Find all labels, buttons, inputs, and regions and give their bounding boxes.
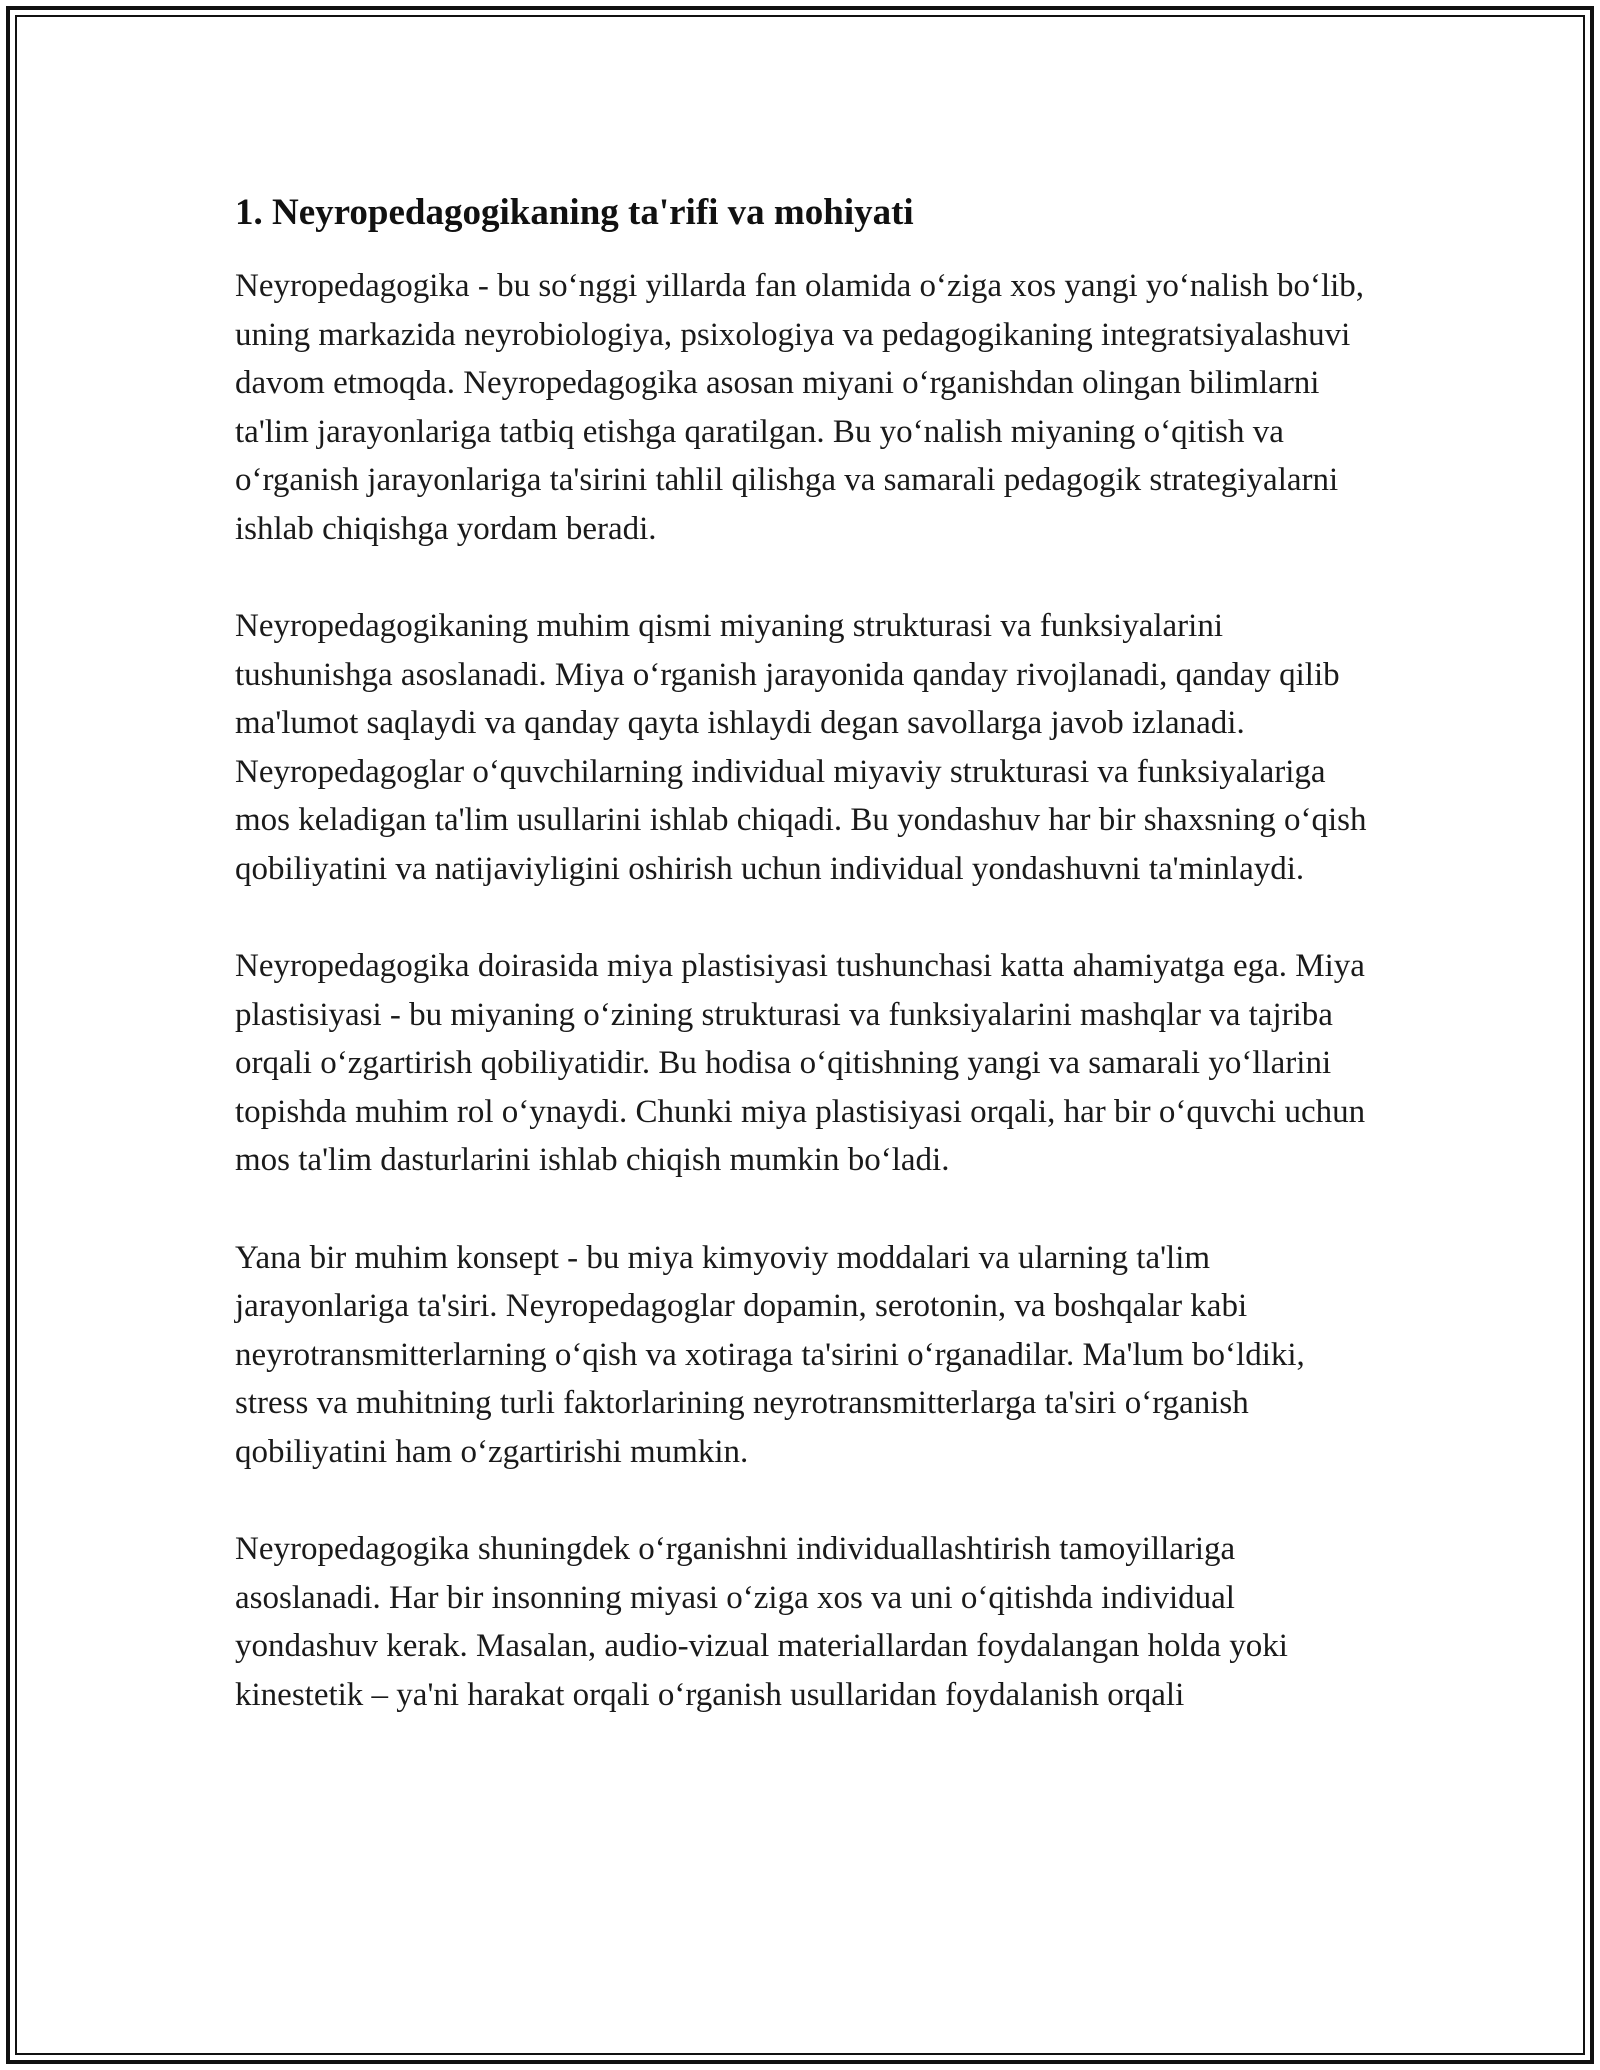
paragraph-individualization: Neyropedagogika shuningdek o‘rganishni individuallashtirish tamoyillariga asoslanadi. Har bir insonning miyasi o‘ziga xos va uni o‘qitishda individual yondashuv kerak. Masalan, audio-vizual materiallardan foydalangan holda yoki kinestetik – ya'ni harakat orqali o‘rganish usullaridan foydalanish orqali (235, 1531, 1288, 1713)
paragraph-neurotransmitters: Yana bir muhim konsept - bu miya kimyoviy moddalari va ularning ta'lim jarayonlariga ta'siri. Neyropedagoglar dopamin, serotonin, va boshqalar kabi neyrotransmitterlarning o‘qish va xotiraga ta'sirini o‘rganadilar. Ma'lum bo‘ldiki, stress va muhitning turli faktorlarining neyrotransmitterlarga ta'siri o‘rganish qobiliyatini ham o‘zgartirishi mumkin. (235, 1239, 1305, 1470)
document-body (235, 188, 1375, 1768)
section-heading: 1. Neyropedagogikaning ta'rifi va mohiyati (235, 192, 914, 233)
paragraph-plasticity: Neyropedagogika doirasida miya plastisiyasi tushunchasi katta ahamiyatga ega. Miya plastisiyasi - bu miyaning o‘zining strukturasi va funksiyalarini mashqlar va tajriba orqali o‘zgartirish qobiliyatidir. Bu hodisa o‘qitishning yangi va samarali yo‘llarini topishda muhim rol o‘ynaydi. Chunki miya plastisiyasi orqali, har bir o‘quvchi uchun mos ta'lim dasturlarini ishlab chiqish mumkin bo‘ladi. (235, 948, 1366, 1178)
paragraph-brain-structure: Neyropedagogikaning muhim qismi miyaning strukturasi va funksiyalarini tushunishga asoslanadi. Miya o‘rganish jarayonida qanday rivojlanadi, qanday qilib ma'lumot saqlaydi va qanday qayta ishlaydi degan savollarga javob izlanadi. Neyropedagoglar o‘quvchilarning individual miyaviy strukturasi va funksiyalariga mos keladigan ta'lim usullarini ishlab chiqadi. Bu yondashuv har bir shaxsning o‘qish qobiliyatini va natijaviyligini oshirish uchun individual yondashuvni ta'minlaydi. (235, 608, 1367, 887)
paragraph-definition: Neyropedagogika - bu so‘nggi yillarda fan olamida o‘ziga xos yangi yo‘nalish bo‘lib, uning markazida neyrobiologiya, psixologiya va pedagogikaning integratsiyalashuvi davom etmoqda. Neyropedagogika asosan miyani o‘rganishdan olingan bilimlarni ta'lim jarayonlariga tatbiq etishga qaratilgan. Bu yo‘nalish miyaning o‘qitish va o‘rganish jarayonlariga ta'sirini tahlil qilishga va samarali pedagogik strategiyalarni ishlab chiqishga yordam beradi. (235, 268, 1365, 547)
